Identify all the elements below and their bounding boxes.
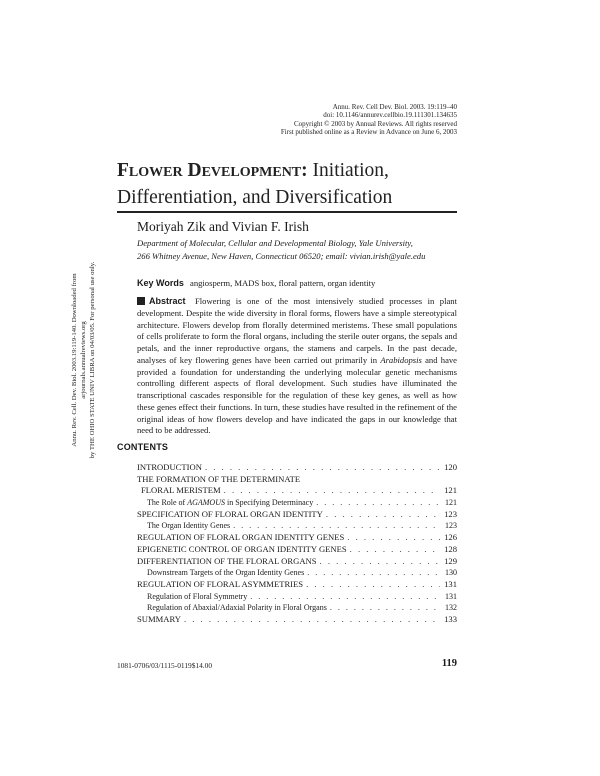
toc-row: REGULATION OF FLORAL ORGAN IDENTITY GENES . . . 126 bbox=[137, 532, 457, 544]
toc-row: DIFFERENTIATION OF THE FLORAL ORGANS . . . 129 bbox=[137, 556, 457, 568]
abstract-label: Abstract bbox=[149, 296, 186, 306]
doi-line: doi: 10.1146/annurev.cellbio.19.111301.134635 bbox=[323, 111, 457, 120]
journal-header bbox=[281, 103, 457, 137]
table-of-contents bbox=[137, 462, 457, 626]
toc-row: The Role of AGAMOUS in Specifying Determinacy . . . 121 bbox=[137, 497, 457, 509]
article-title: FLOWER DEVELOPMENT: Initiation, Differentiation, and Diversification bbox=[117, 160, 393, 208]
contents-heading: CONTENTS bbox=[117, 442, 169, 452]
authors: Moriyah Zik and Vivian F. Irish bbox=[137, 219, 309, 234]
toc-row: SUMMARY . . . 133 bbox=[137, 614, 457, 626]
abstract: Abstract Flowering is one of the most intensively studied processes in plant development. Despite the wide diversity in floral forms, flowers have a simple stereotypical architecture. Flowers develop from florally determined meristems. These small populations of cells proliferate to form the floral organs, including the sterile outer organs, the sepals and petals, and the inner reproductive organs, the stamens and carpels. In the past decade, analyses of key flowering genes have been carried out primarily in Arabidopsis and have provided a foundation for understanding the underlying molecular genetic mechanisms controlling different aspects of floral development. Such studies have illuminated the transcriptional cascades responsible for the regulation of these key genes, as well as how these genes effect their functions. In turn, these studies have resulted in the refinement of the original ideas of how flowers develop and have indicated the gaps in our knowledge that need to be addressed. bbox=[137, 296, 457, 436]
toc-row: SPECIFICATION OF FLORAL ORGAN IDENTITY . . . 123 bbox=[137, 509, 457, 521]
toc-row: Regulation of Floral Symmetry . . . 131 bbox=[137, 591, 457, 603]
toc-row: FLORAL MERISTEM . . . 121 bbox=[137, 485, 457, 497]
citation-line: Annu. Rev. Cell Dev. Biol. 2003. 19:119–40 bbox=[332, 103, 457, 111]
title-rule bbox=[117, 211, 457, 213]
published-line: First published online as a Review in Advance on June 6, 2003 bbox=[280, 128, 457, 137]
toc-row: EPIGENETIC CONTROL OF ORGAN IDENTITY GENES . . . 128 bbox=[137, 544, 457, 556]
toc-row: REGULATION OF FLORAL ASYMMETRIES . . . 131 bbox=[137, 579, 457, 591]
keywords-label: Key Words bbox=[137, 278, 184, 288]
toc-row: The Organ Identity Genes . . . 123 bbox=[137, 520, 457, 532]
keywords-text: angiosperm, MADS box, floral pattern, organ identity bbox=[190, 278, 376, 288]
footer-price-code: 1081-0706/03/1115-0119$14.00 bbox=[117, 661, 213, 670]
download-notice: Annu. Rev. Cell. Dev. Biol. 2003.19:119-140. Downloaded from arjournals.annualreviews.org by THE OHIO STATE UNIV LIBRA on 04/03/05. For personal use only. bbox=[71, 261, 96, 459]
toc-row: THE FORMATION OF THE DETERMINATE bbox=[137, 473, 301, 484]
toc-row: Downstream Targets of the Organ Identity Genes . . . 130 bbox=[137, 567, 457, 579]
keywords bbox=[137, 278, 375, 288]
copyright-line: Copyright © 2003 by Annual Reviews. All rights reserved bbox=[294, 119, 457, 128]
toc-row: Regulation of Abaxial/Adaxial Polarity in Floral Organs . . . 132 bbox=[137, 602, 457, 614]
title-line-2: Differentiation, and Diversification bbox=[117, 187, 393, 208]
page-number: 119 bbox=[441, 658, 457, 669]
affiliation: Department of Molecular, Cellular and Developmental Biology, Yale University, 266 Whitney Avenue, New Haven, Connecticut 06520; email: vivian.irish@yale.edu bbox=[137, 238, 426, 261]
square-bullet-icon bbox=[137, 297, 145, 305]
toc-row: INTRODUCTION . . . 120 bbox=[137, 462, 457, 474]
